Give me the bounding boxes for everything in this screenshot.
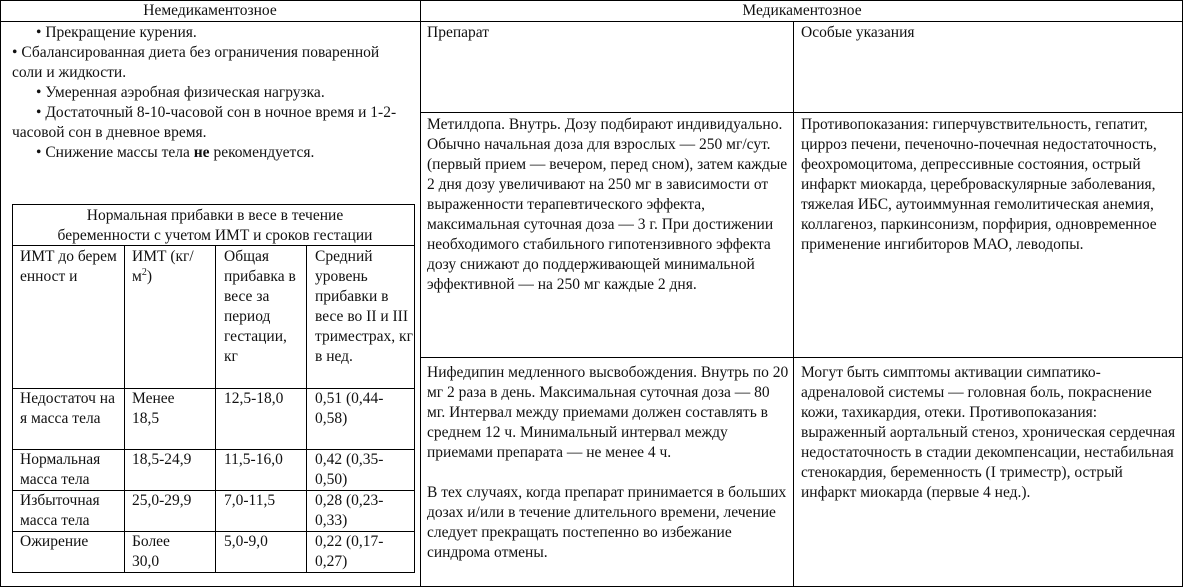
recommendation-item: • Достаточный 8-10-часовой сон в ночное время и 1-2-часовой сон в дневное время.: [12, 103, 412, 143]
table-cell: 12,5-18,0: [224, 390, 284, 407]
table-cell: Нормальная масса тела: [20, 451, 101, 488]
header-row-divider: [0, 21, 1183, 22]
col-header-bmi-before: ИМТ до беременност и: [20, 248, 117, 285]
drug-row-divider: [420, 357, 1183, 358]
main-column-divider: [420, 0, 421, 587]
emphasis-not: не: [193, 144, 210, 161]
recommendation-item: • Прекращение курения.: [12, 23, 412, 43]
table-cell: 0,51 (0,44-0,58): [315, 390, 384, 427]
recommendation-item: • Снижение массы тела не рекомендуется.: [12, 143, 412, 163]
col-header-bmi: ИМТ $(кг/м^2)$: [132, 248, 194, 285]
drug-column-divider: [793, 21, 794, 587]
drug-methyldopa-description: Метилдопа. Внутрь. Дозу подбирают индивидуально. Обычно начальная доза для взрослых — 250 мг/сут. (первый прием — вечером, перед сном), затем каждые 2 дня дозу увеличивают на 250 мг в зависимости от выраженности терапевтического эффекта, максимальная суточная доза — 3 г. При достижении необходимого стабильного гипотензивного эффекта дозу снижают до поддерживающей минимальной эффективной — на 250 мг каждые 2 дня.: [427, 116, 788, 293]
recommendation-item: • Сбалансированная диета без ограничения поваренной соли и жидкости.: [12, 43, 412, 83]
table-cell: 5,0-9,0: [224, 533, 268, 550]
non-drug-recommendations: [12, 23, 412, 163]
table-cell: 0,42 (0,35-0,50): [315, 451, 384, 488]
table-cell: Ожирение: [20, 533, 89, 550]
recommendation-item: • Умеренная аэробная физическая нагрузка.: [12, 83, 412, 103]
table-cell: 7,0-11,5: [224, 492, 276, 509]
table-cell: Избыточная масса тела: [20, 492, 100, 529]
drug-nifedipine-description: Нифедипин медленного высвобождения. Внутрь по 20 мг 2 раза в день. Максимальная суточная доза — 80 мг. Интервал между приемами должен составлять в среднем 12 ч. Минимальный интервал между приемами препарата — не менее 4 ч. В тех случаях, когда препарат принимается в больших дозах и/или в течение длительного времени, лечение следует прекращать постепенно во избежание синдрома отмены.: [427, 364, 789, 561]
table-cell: 18,5-24,9: [132, 451, 192, 468]
header-drug: Медикаментозное: [742, 2, 862, 19]
table-divider: [12, 245, 415, 246]
col-header-notes: Особые указания: [801, 24, 915, 41]
table-cell: Недостаточ ная масса тела: [20, 390, 115, 427]
col-header-weekly-gain: Средний уровень прибавки в весе во II и III триместрах, кг в нед.: [315, 248, 413, 365]
table-cell: 11,5-16,0: [224, 451, 283, 468]
col-header-total-gain: Общая прибавка в весе за период гестации, кг: [224, 248, 296, 365]
header-non-drug: Немедикаментозное: [143, 2, 277, 19]
table-cell: 25,0-29,9: [132, 492, 192, 509]
table-divider: [215, 245, 216, 573]
table-cell: 0,22 (0,17-0,27): [315, 533, 384, 570]
weight-gain-table-title: Нормальная прибавки в весе в течение беременности с учетом ИМТ и сроков гестации: [57, 207, 373, 244]
drug-nifedipine-notes: Могут быть симптомы активации симпатико-адреналовой системы — головная боль, покраснение кожи, тахикардия, отеки. Противопоказания: выраженный аортальный стеноз, хроническая сердечная недостаточность в стадии декомпенсации, нестабильная стенокардия, беременность (I триместр), острый инфаркт миокарда (первые 4 нед.).: [801, 364, 1176, 501]
table-cell: 0,28 (0,23-0,33): [315, 492, 384, 529]
table-cell: Более 30,0: [132, 533, 170, 570]
table-cell: Менее 18,5: [132, 390, 175, 427]
table-divider: [124, 245, 125, 573]
table-divider: [306, 245, 307, 573]
drug-methyldopa-notes: Противопоказания: гиперчувствительность, гепатит, цирроз печени, печеночно-почечная недостаточность, феохромоцитома, депрессивные состояния, острый инфаркт миокарда, цереброваскулярные заболевания, тяжелая ИБС, аутоиммунная гемолитическая анемия, коллагеноз, паркинсонизм, порфирия, одновременное применение ингибиторов МАО, леводопы.: [801, 116, 1157, 253]
col-header-drug: Препарат: [427, 24, 489, 41]
drug-row-divider: [420, 112, 1183, 113]
